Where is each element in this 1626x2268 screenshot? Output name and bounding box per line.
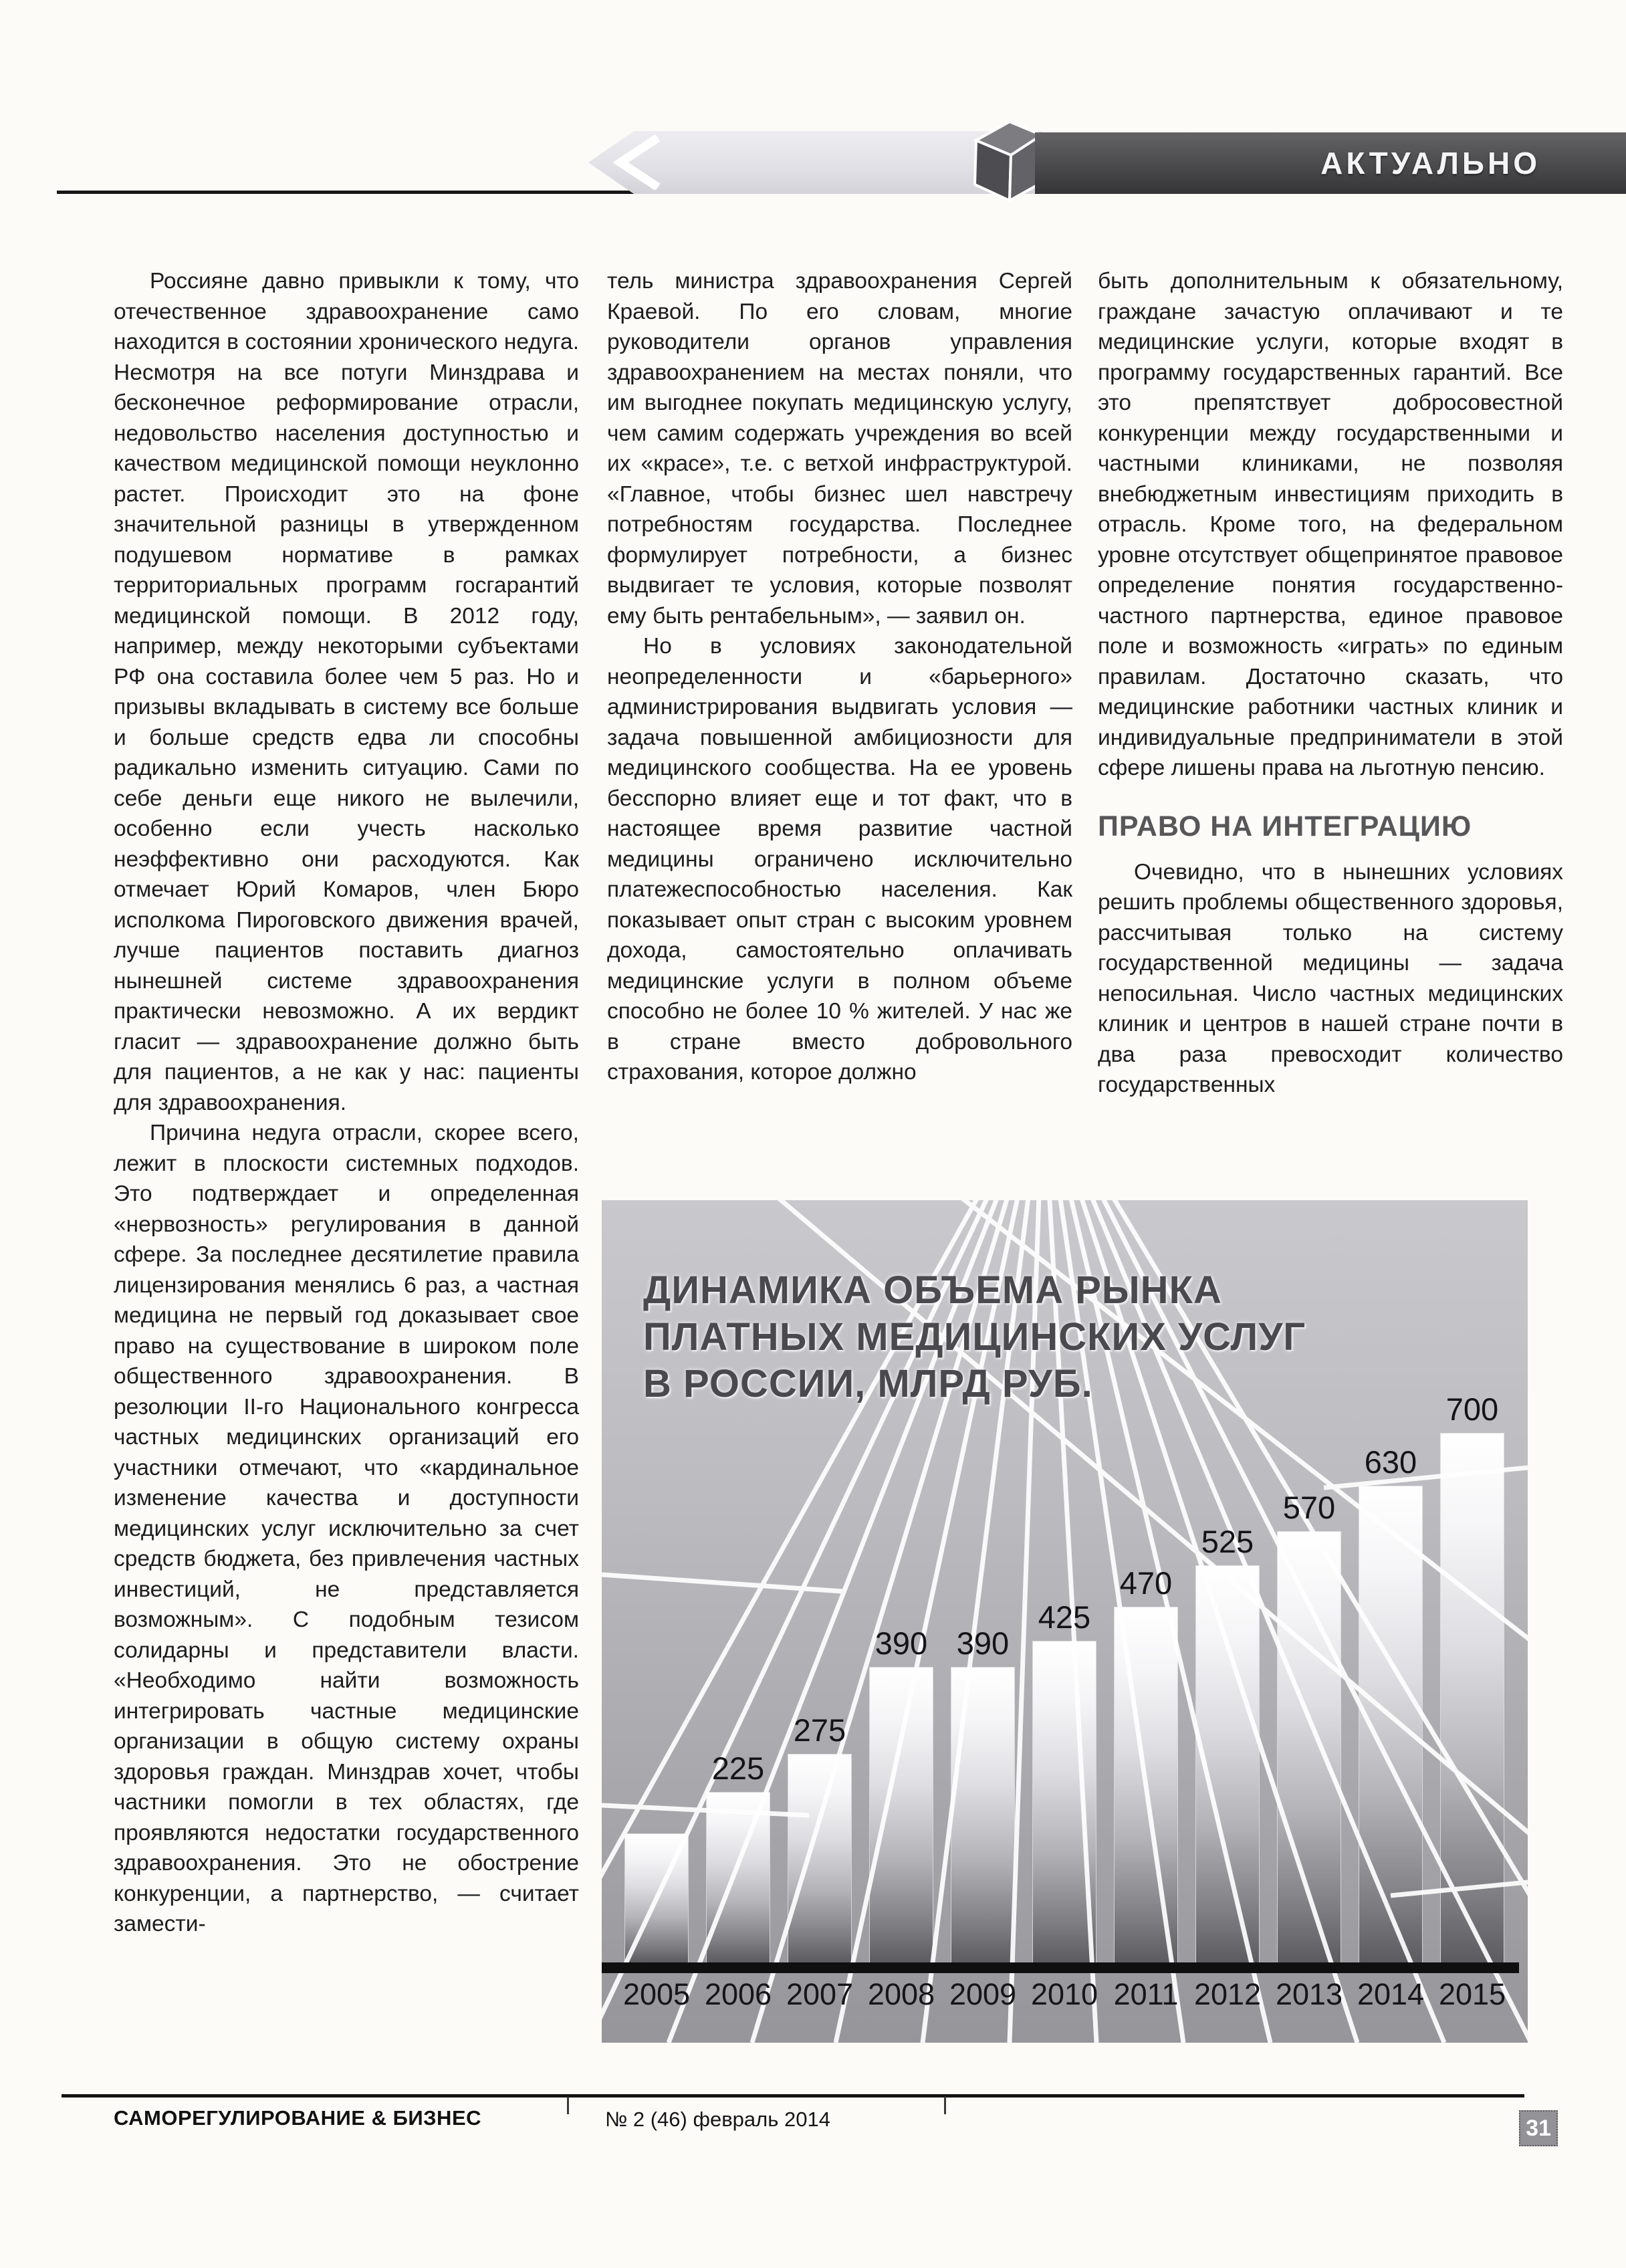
header-banner [1035,132,1626,194]
chart-year-label: 2006 [704,1977,772,2011]
chart-title-line: В РОССИИ, МЛРД РУБ. [643,1362,1093,1405]
paragraph: Россияне давно привыкли к тому, что отечественное здравоохранение само находится в состоянии хронического недуга. Несмотря на все потуги Минздрава и бесконечное реформирование отрасли, недовольство населения доступностью и качеством медицинской помощи неуклонно растет. Происходит это на фоне значительной разницы в утвержденном подушевом нормативе в рамках территориальных программ госгарантий медицинской помощи. В 2012 году, например, между некоторыми субъектами РФ она составила более чем 5 раз. Но и призывы вкладывать в систему все больше и больше средств едва ли способны радикально изменить ситуацию. Сами по себе деньги еще никого не вылечили, особенно если учесть насколько неэффективно они расходуются. Как отмечает Юрий Комаров, член Бюро исполкома Пироговского движения врачей, лучше пациентов поставить диагноз нынешней системе здравоохранения практически невозможно. А их вердикт гласит — здравоохранение должно быть для пациентов, а не как у нас: пациенты для здравоохранения. [114,269,579,1115]
chart-bar-value: 390 [875,1625,928,1661]
article-column-3 [1098,266,1563,1196]
footer-rule [62,2094,1524,2097]
chart-year-label: 2009 [949,1977,1017,2011]
paragraph: тель министра здравоохранения Сергей Краевой. По его словам, многие руководители органов управления здравоохранением на местах поняли, что им выгоднее покупать медицинскую услугу, чем самим содержать учреждения во всей их «красе», т.е. с ветхой инфраструктурой. «Главное, чтобы бизнес шел навстречу потребностям государства. Последнее формулирует потребности, а бизнес выдвигает те условия, которые позволят ему быть рентабельным», — заявил он. [607,269,1072,629]
issue-info: № 2 (46) февраль 2014 [605,2108,830,2131]
chart-bar-value: 275 [793,1712,846,1748]
article-column-2 [607,266,1072,1196]
chart-bar-value: 470 [1119,1565,1173,1601]
chart-bar-value: 225 [711,1750,765,1786]
paragraph: Причина недуга отрасли, скорее всего, лежит в плоскости системных подходов. Это подтверждает и определенная «нервозность» регулирования в данной сфере. За последнее десятилетие правила лицензирования менялись 6 раз, а частная медицина не первый год доказывает свое право на существование в широком поле общественного здравоохранения. В резолюции II-го Национального конгресса частных медицинских организаций его участники отмечают, что «кардинальное изменение качества и доступности медицинских услуг исключительно за счет средств бюджета, без привлечения частных инвестиций, не представляется возможным». С подобным тезисом солидарны и представители власти. «Необходимо найти возможность интегрировать частные медицинские организации в общую систему охраны здоровья граждан. Минздрав хочет, чтобы частники помогли в тех областях, где проявляются недостатки государственного здравоохранения. Это не обострение конкуренции, а партнерство, — считает замести- [114,1121,579,1936]
chart-year-label: 2011 [1113,1977,1179,2011]
paragraph: Очевидно, что в нынешних условиях решить проблемы общественного здоровья, рассчитывая только на систему государственной медицины — задача непосильная. Число частных медицинских клиник и центров в нашей стране почти в два раза превосходит количество государственных [1098,859,1563,1097]
magazine-name: САМОРЕГУЛИРОВАНИЕ & БИЗНЕС [114,2106,482,2130]
chart-year-labels-layer [602,1200,1528,2043]
section-heading: ПРАВО НА ИНТЕГРАЦИЮ [1098,810,1472,842]
footer-separator-tick [567,2097,569,2114]
footer-separator-tick [944,2097,946,2114]
chart-year-label: 2013 [1275,1977,1343,2011]
bar-chart [602,1200,1528,2043]
chart-year-label: 2010 [1030,1977,1098,2011]
chart-bar-value: 525 [1201,1524,1254,1559]
chart-title-line: ДИНАМИКА ОБЪЕМА РЫНКА [643,1268,1222,1312]
paragraph: быть дополнительным к обязательному, граждане зачастую оплачивают и те медицинские услуги, которые входят в программу государственных гарантий. Все это препятствует добросовестной конкуренции между государственными и частными клиниками, не позволяя внебюджетным инвестициям приходить в отрасль. Кроме того, на федеральном уровне отсутствует общепринятое правовое определение понятия государственно-частного партнерства, единое правовое поле и возможность «играть» по единым правилам. Достаточно сказать, что медицинские работники частных клиник и индивидуальные предприниматели в этой сфере лишены права на льготную пенсию. [1098,269,1563,780]
chart-bar-value: 390 [956,1625,1010,1661]
chart-year-label: 2014 [1357,1977,1425,2011]
chart-title-line: ПЛАТНЫХ МЕДИЦИНСКИХ УСЛУГ [643,1315,1306,1359]
chart-year-label: 2015 [1438,1977,1506,2011]
chart-bar-value: 425 [1038,1599,1091,1635]
chart-year-label: 2012 [1193,1977,1262,2011]
paragraph: Но в условиях законодательной неопределенности и «барьерного» администрирования выдвигать условия — задача повышенной амбициозности для медицинского сообщества. На ее уровень бесспорно влияет еще и тот факт, что в настоящее время развитие частной медицины ограничено исключительно платежеспособностью населения. Как показывает опыт стран с высоким уровнем дохода, самостоятельно оплачивать медицинские услуги в полном объеме способно не более 10 % жителей. У нас же в стране вместо добровольного страхования, которое должно [607,634,1072,1085]
chevron-left-icon [606,135,686,190]
chart-year-label: 2005 [622,1977,691,2011]
chart-bar-value: 700 [1445,1391,1499,1427]
chart-year-label: 2008 [867,1977,935,2011]
article-column-1 [114,266,579,2045]
chart-bar-value: 570 [1282,1490,1336,1525]
chart-year-label: 2007 [786,1977,854,2011]
page-number: 31 [1519,2110,1558,2146]
header-tag: АКТУАЛЬНО [1320,146,1540,181]
chart-bar-value: 630 [1364,1444,1417,1480]
